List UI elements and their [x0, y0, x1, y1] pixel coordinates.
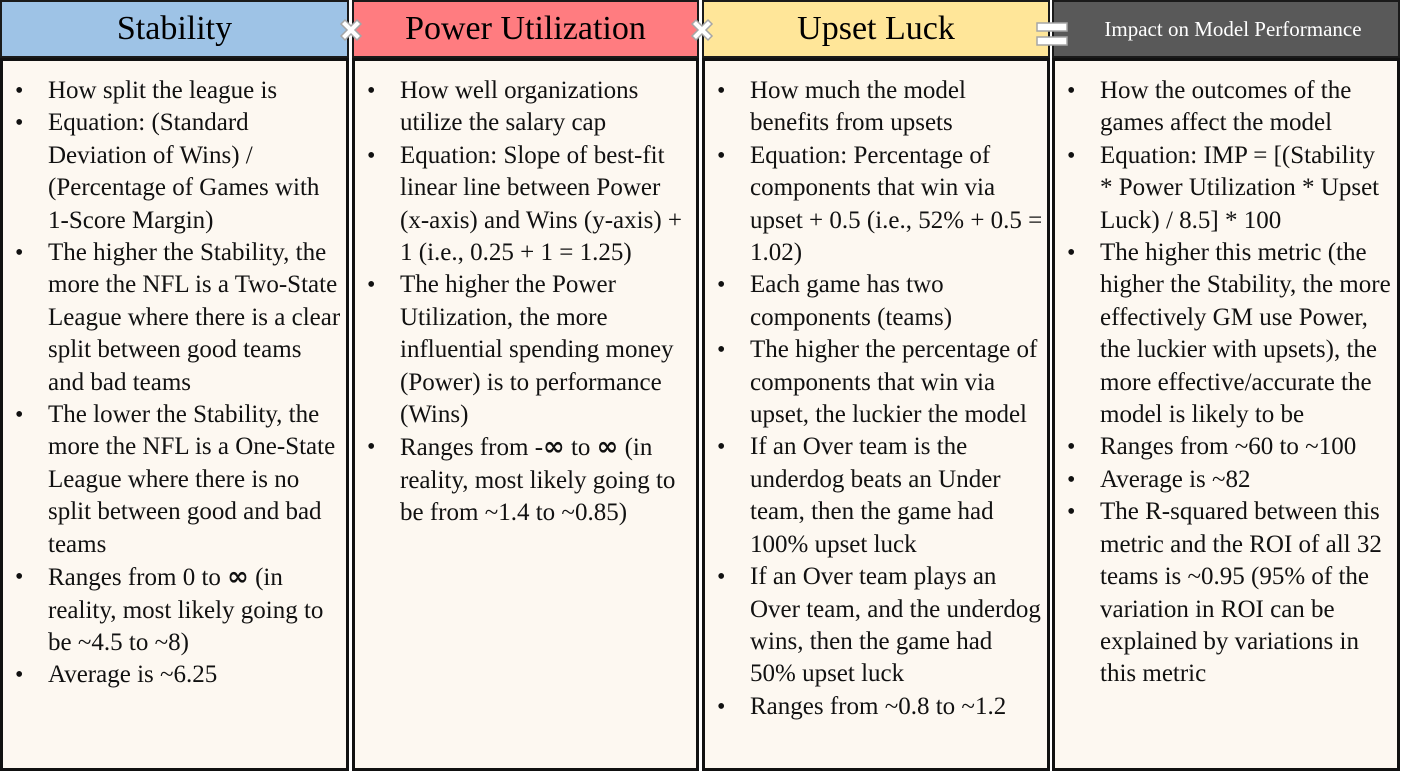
content-box [702, 58, 1050, 771]
column-title: Impact on Model Performance [1104, 16, 1362, 41]
bullet-list [3, 75, 346, 692]
list-item: • The higher this metric (the higher the Stability, the more effectively GM use Power, the luckier with upsets), the more effective/accurate the model is likely to be [1055, 237, 1397, 431]
bullet-list [355, 75, 696, 530]
list-item: • Ranges from 0 to ∞ (in reality, most likely going to be ~4.5 to ~8) [3, 561, 346, 659]
header-stability [0, 0, 349, 58]
list-item: • How much the model benefits from upsets [705, 75, 1047, 140]
list-item: • Equation: (Standard Deviation of Wins) / (Percentage of Games with 1-Score Margin) [3, 107, 346, 237]
infinity-symbol: ∞ [543, 432, 565, 463]
multiply-icon [686, 14, 718, 46]
column-title: Stability [116, 10, 233, 47]
column-power-utilization [352, 0, 699, 771]
list-item: • Average is ~82 [1055, 464, 1397, 496]
list-item: • Equation: IMP = [(Stability * Power Utilization * Upset Luck) / 8.5] * 100 [1055, 140, 1397, 237]
infinity-symbol: ∞ [596, 432, 619, 463]
list-item: • Ranges from -∞ to ∞ (in reality, most likely going to be from ~1.4 to ~0.85) [355, 431, 696, 529]
list-item: • How the outcomes of the games affect the model [1055, 75, 1397, 140]
column-impact-model-performance [1052, 0, 1400, 771]
list-item: • The R-squared between this metric and the ROI of all 32 teams is ~0.95 (95% of the variation in ROI can be explained by variations in this metric [1055, 496, 1397, 690]
list-item: • The lower the Stability, the more the NFL is a One-State League where there is no split between good and bad teams [3, 399, 346, 561]
header-impact [1052, 0, 1400, 58]
infinity-symbol: ∞ [227, 562, 249, 593]
equals-icon [1035, 20, 1069, 48]
content-box [0, 58, 349, 771]
list-item: • Equation: Slope of best-fit linear line between Power (x-axis) and Wins (y-axis) + 1 (i.e., 0.25 + 1 = 1.25) [355, 140, 696, 270]
list-item: • How well organizations utilize the salary cap [355, 75, 696, 140]
column-title: Power Utilization [405, 10, 646, 47]
list-item: • Average is ~6.25 [3, 659, 346, 691]
bullet-list [1055, 75, 1397, 691]
list-item: • Ranges from ~0.8 to ~1.2 [705, 691, 1047, 723]
list-item: • If an Over team plays an Over team, and the underdog wins, then the game had 50% upset luck [705, 561, 1047, 691]
list-item: • The higher the Stability, the more the NFL is a Two-State League where there is a clear split between good teams and bad teams [3, 237, 346, 399]
list-item: • The higher the Power Utilization, the more influential spending money (Power) is to performance (Wins) [355, 269, 696, 431]
content-box [1052, 58, 1400, 771]
content-box [352, 58, 699, 771]
list-item: • If an Over team is the underdog beats an Under team, then the game had 100% upset luck [705, 431, 1047, 561]
multiply-icon [335, 14, 367, 46]
list-item: • Ranges from ~60 to ~100 [1055, 431, 1397, 463]
list-item: • Each game has two components (teams) [705, 269, 1047, 334]
column-upset-luck [702, 0, 1050, 771]
list-item: • Equation: Percentage of components that win via upset + 0.5 (i.e., 52% + 0.5 = 1.02) [705, 140, 1047, 270]
list-item: • The higher the percentage of components that win via upset, the luckier the model [705, 334, 1047, 431]
column-stability [0, 0, 349, 771]
column-title: Upset Luck [797, 10, 955, 47]
bullet-list [705, 75, 1047, 723]
header-power-utilization [352, 0, 699, 58]
header-upset-luck [702, 0, 1050, 58]
list-item: • How split the league is [3, 75, 346, 107]
